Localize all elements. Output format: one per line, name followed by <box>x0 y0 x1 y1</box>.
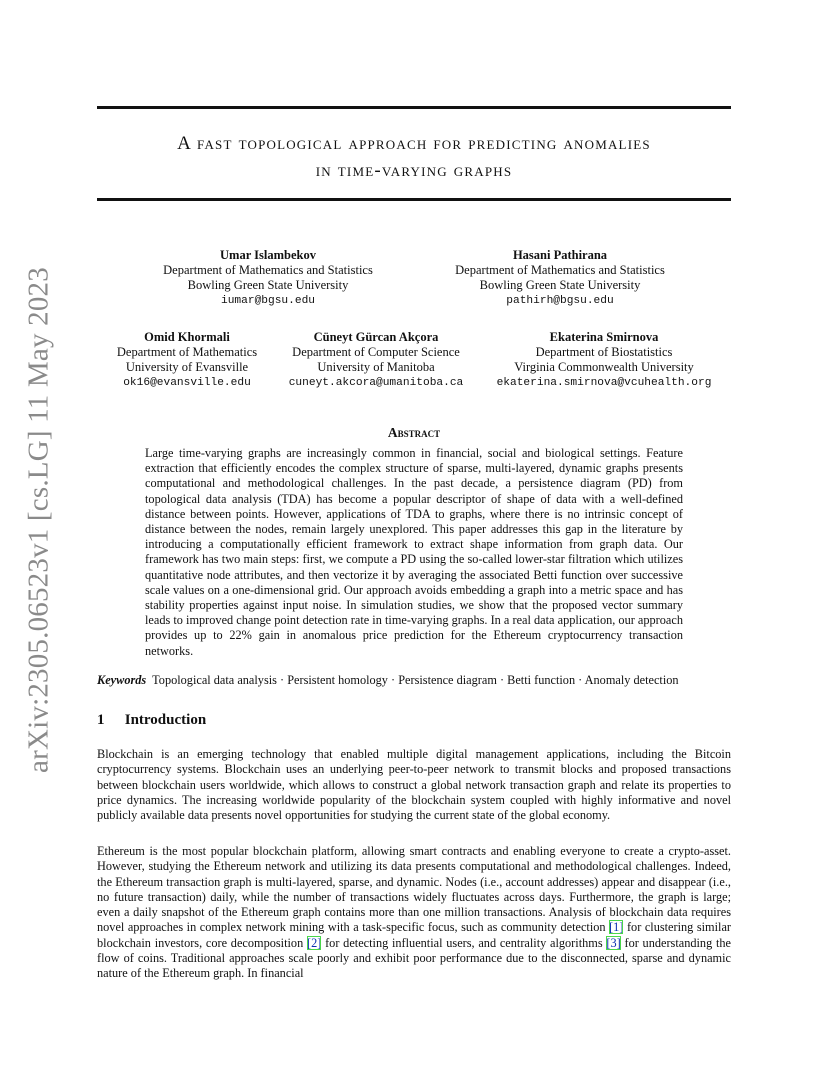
author-block <box>276 330 476 391</box>
author-name: Hasani Pathirana <box>512 248 608 262</box>
paragraph-segment: for detecting influential users, and centrality algorithms <box>321 935 607 950</box>
title-line-2: in time-varying graphs <box>315 160 513 181</box>
paragraph-segment: for understanding the flow of coins. Traditional approaches scale poorly and exhibit poor performance due to the disconnected, sparse and dynamic nature of the Ethereum graph. In financial <box>97 935 731 981</box>
author-block <box>484 330 724 391</box>
intro-paragraph-2 <box>97 844 731 982</box>
author-department: Department of Biostatistics <box>535 345 673 360</box>
author-name: Omid Khormali <box>144 330 230 344</box>
arxiv-stamp-text: arXiv:2305.06523v1 [cs.LG] 11 May 2023 <box>22 267 55 773</box>
citation-link[interactable]: [ 2 ] <box>307 936 321 950</box>
author-institution: University of Evansville <box>125 360 249 375</box>
title-top-rule <box>97 106 731 109</box>
intro-paragraph-1 <box>97 747 731 823</box>
author-name: Ekaterina Smirnova <box>549 330 659 344</box>
title-bottom-rule <box>97 198 731 201</box>
author-block <box>100 330 274 391</box>
author-department: Department of Mathematics <box>116 345 258 360</box>
abstract-body <box>145 446 683 659</box>
paragraph-segment: Ethereum is the most popular blockchain platform, allowing smart contracts and enabling everyone to create a crypto-asset. However, studying the Ethereum network and utilizing its data presents computational and methodological challenges. Indeed, the Ethereum transaction graph is multi-layered, sparse, and dynamic. Nodes (i.e., account addresses) appear and disappear (i.e., no future transaction) daily, while the number of transactions widely fluctuates across days. Furthermore, the graph is large; even a daily snapshot of the Ethereum graph contains more than one million transactions. Analysis of blockchain data requires novel approaches in complex network mining with a task-specific focus, such as community detection <box>97 844 731 935</box>
author-institution: University of Manitoba <box>317 360 435 375</box>
author-institution: Virginia Commonwealth University <box>514 360 694 375</box>
author-email[interactable]: pathirh@bgsu.edu <box>506 294 614 307</box>
author-name: Umar Islambekov <box>220 248 316 262</box>
author-department: Department of Mathematics and Statistics <box>455 263 665 278</box>
author-email[interactable]: ekaterina.smirnova@vcuhealth.org <box>496 376 712 389</box>
paper-title <box>97 130 731 184</box>
abstract-text: Large time-varying graphs are increasingly common in financial, social and biological settings. Feature extraction that efficiently encodes the complex structure of sparse, multi-layered, dynamic graphs presents computational and methodological challenges. In the past decade, a persistence diagram (PD) from topological data analysis (TDA) has become a popular descriptor of shape of data with a well-defined distance between points. However, applications of TDA to graphs, where there is no intrinsic concept of distance between the nodes, remain largely unexplored. This paper addresses this gap in the literature by introducing a computationally efficient framework to extract shape information from graph data. Our framework has two main steps: first, we compute a PD using the so-called lower-star filtration which utilizes quantitative node attributes, and then vectorize it by averaging the associated Betti function over successive scale values on a one-dimensional grid. Our approach avoids embedding a graph into a metric space and has stability properties against input noise. In simulation studies, we show that the proposed vector summary leads to improved change point detection rate in time-varying graphs. In a real data application, our approach provides up to 22% gain in anomalous price prediction for the Ethereum cryptocurrency transaction networks. <box>145 446 683 658</box>
author-institution: Bowling Green State University <box>187 278 349 293</box>
author-block <box>140 248 396 309</box>
author-email[interactable]: iumar@bgsu.edu <box>221 294 315 307</box>
section-heading <box>97 712 206 729</box>
author-block <box>432 248 688 309</box>
arxiv-identifier-stamp <box>21 267 57 773</box>
abstract-heading: Abstract <box>387 425 441 440</box>
author-institution: Bowling Green State University <box>479 278 641 293</box>
author-department: Department of Computer Science <box>292 345 460 360</box>
author-department: Department of Mathematics and Statistics <box>163 263 373 278</box>
author-email[interactable]: cuneyt.akcora@umanitoba.ca <box>288 376 464 389</box>
author-email[interactable]: ok16@evansville.edu <box>123 376 251 389</box>
title-line-1: A fast topological approach for predicting anomalies <box>177 133 651 154</box>
keywords-label: Keywords <box>97 673 147 687</box>
paragraph-text <box>97 844 731 982</box>
paragraph-segment: for clustering similar blockchain investors, core decomposition <box>97 920 731 950</box>
citation-link[interactable]: [ 1 ] <box>609 920 623 934</box>
section-title: Introduction <box>124 712 207 728</box>
keywords-line <box>97 673 737 688</box>
citation-link[interactable]: [ 3 ] <box>606 936 620 950</box>
paragraph-text: Blockchain is an emerging technology that enabled multiple digital management applications, including the Bitcoin cryptocurrency systems. Blockchain uses an underlying peer-to-peer network to transmit blocks and proposed transactions between blockchain users worldwide, which allows to construct a global network transaction graph and relate its properties to price dynamics. The increasing worldwide popularity of the blockchain system coupled with highly informative and novel publicly available data presents novel opportunities for studying the current state of the global economy. <box>97 747 731 823</box>
keywords-list: Topological data analysis · Persistent homology · Persistence diagram · Betti function · Anomaly detection <box>152 673 679 687</box>
section-number: 1 <box>97 712 105 728</box>
author-name: Cüneyt Gürcan Akçora <box>313 330 439 344</box>
